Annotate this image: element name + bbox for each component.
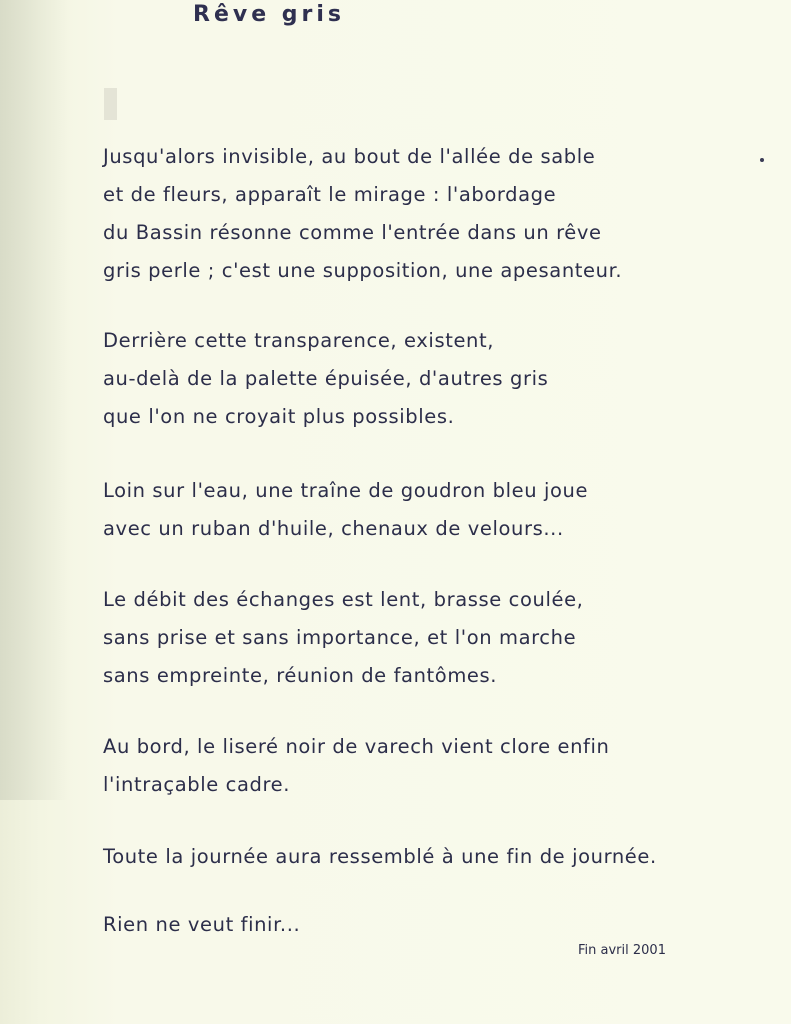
page-fold-shadow [0,0,70,800]
stanza-2 [103,322,548,436]
poem-line: sans empreinte, réunion de fantômes. [103,664,498,687]
stray-dot [760,158,764,162]
poem-line: sans prise et sans importance, et l'on marche [103,626,577,649]
stanza-4 [103,581,583,695]
section-marker [104,88,117,120]
poem-line: avec un ruban d'huile, chenaux de velours... [103,517,564,540]
poem-line: Toute la journée aura ressemblé à une fin de journée. [103,845,657,868]
poem-line: que l'on ne croyait plus possibles. [103,405,455,428]
poem-line: l'intraçable cadre. [103,773,291,796]
poem-line: et de fleurs, apparaît le mirage : l'abordage [103,183,557,206]
poem-line: Au bord, le liseré noir de varech vient clore enfin [103,735,610,758]
poem-line: Rien ne veut finir... [103,913,301,936]
stanza-3 [103,472,588,548]
poem-title: Rêve gris [193,2,346,27]
poem-date: Fin avril 2001 [578,943,666,958]
stanza-5 [103,728,610,804]
poem-line: au-delà de la palette épuisée, d'autres gris [103,367,549,390]
poem-line: du Bassin résonne comme l'entrée dans un rêve [103,221,602,244]
poem-line: Loin sur l'eau, une traîne de goudron bleu joue [103,479,589,502]
stanza-6 [103,838,657,876]
poem-line: Derrière cette transparence, existent, [103,329,495,352]
stanza-7 [103,906,300,944]
poem-line: Le débit des échanges est lent, brasse coulée, [103,588,584,611]
poem-line: Jusqu'alors invisible, au bout de l'allée de sable [103,145,596,168]
stanza-1 [103,138,622,290]
poem-line: gris perle ; c'est une supposition, une apesanteur. [103,259,623,282]
